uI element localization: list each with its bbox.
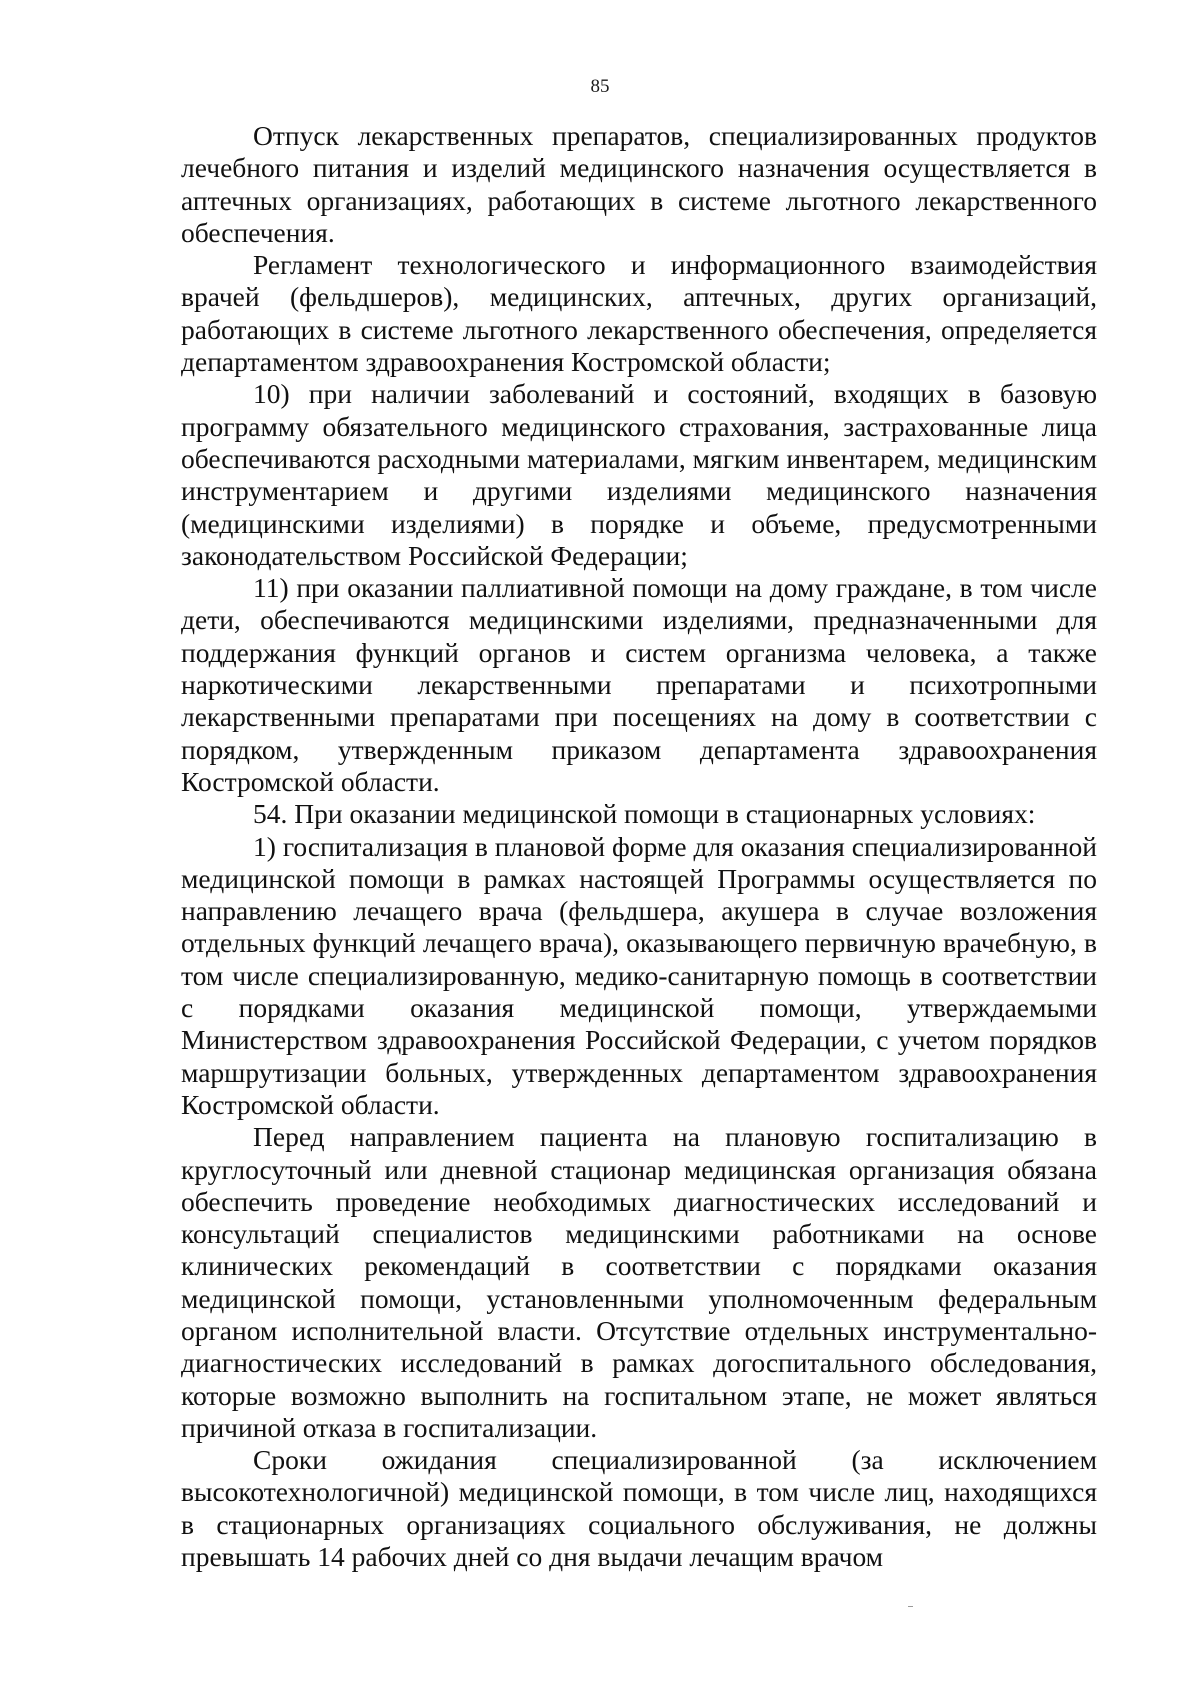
- paragraph-dispensing: Отпуск лекарственных препаратов, специализированных продуктов лечебного питания и изделий медицинского назначения осуществляется в аптечных организациях, работающих в системе льготного лекарственного обеспечения.: [181, 120, 1097, 248]
- document-body: [181, 120, 1097, 1573]
- paragraph-item-1: 1) госпитализация в плановой форме для оказания специализированной медицинской помощи в рамках настоящей Программы осуществляется по направлению лечащего врача (фельдшера, акушера в случае возложения отдельных функций лечащего врача), оказывающего первичную врачебную, в том числе специализированную, медико-санитарную помощь в соответствии с порядками оказания медицинской помощи, утверждаемыми Министерством здравоохранения Российской Федерации, с учетом порядков маршрутизации больных, утвержденных департаментом здравоохранения Костромской области.: [181, 830, 1097, 1120]
- paragraph-pre-hospitalization: Перед направлением пациента на плановую госпитализацию в круглосуточный или дневной стационар медицинская организация обязана обеспечить проведение необходимых диагностических исследований и консультаций специалистов медицинскими работниками на основе клинических рекомендаций в соответствии с порядками оказания медицинской помощи, установленными уполномоченным федеральным органом исполнительной власти. Отсутствие отдельных инструментально-диагностических исследований в рамках догоспитального обследования, которые возможно выполнить на госпитальном этапе, не может являться причиной отказа в госпитализации.: [181, 1121, 1097, 1443]
- scan-artifact: [908, 1606, 913, 1607]
- paragraph-regulation: Регламент технологического и информационного взаимодействия врачей (фельдшеров), медицинских, аптечных, других организаций, работающих в системе льготного лекарственного обеспечения, определяется департаментом здравоохранения Костромской области;: [181, 249, 1097, 378]
- paragraph-item-11: 11) при оказании паллиативной помощи на дому граждане, в том числе дети, обеспечиваются медицинскими изделиями, предназначенными для поддержания функций органов и систем организма человека, а также наркотическими лекарственными препаратами и психотропными лекарственными препаратами при посещениях на дому в соответствии с порядком, утвержденным приказом департамента здравоохранения Костромской области.: [181, 572, 1097, 797]
- paragraph-item-10: 10) при наличии заболеваний и состояний, входящих в базовую программу обязательного медицинского страхования, застрахованные лица обеспечиваются расходными материалами, мягким инвентарем, медицинским инструментарием и другими изделиями медицинского назначения (медицинскими изделиями) в порядке и объеме, предусмотренными законодательством Российской Федерации;: [181, 378, 1097, 571]
- paragraph-waiting-time: Сроки ожидания специализированной (за исключением высокотехнологичной) медицинской помощи, в том числе лиц, находящихся в стационарных организациях социального обслуживания, не должны превышать 14 рабочих дней со дня выдачи лечащим врачом: [181, 1444, 1097, 1573]
- paragraph-section-54: 54. При оказании медицинской помощи в стационарных условиях:: [253, 798, 1036, 830]
- page-number: 85: [590, 76, 610, 97]
